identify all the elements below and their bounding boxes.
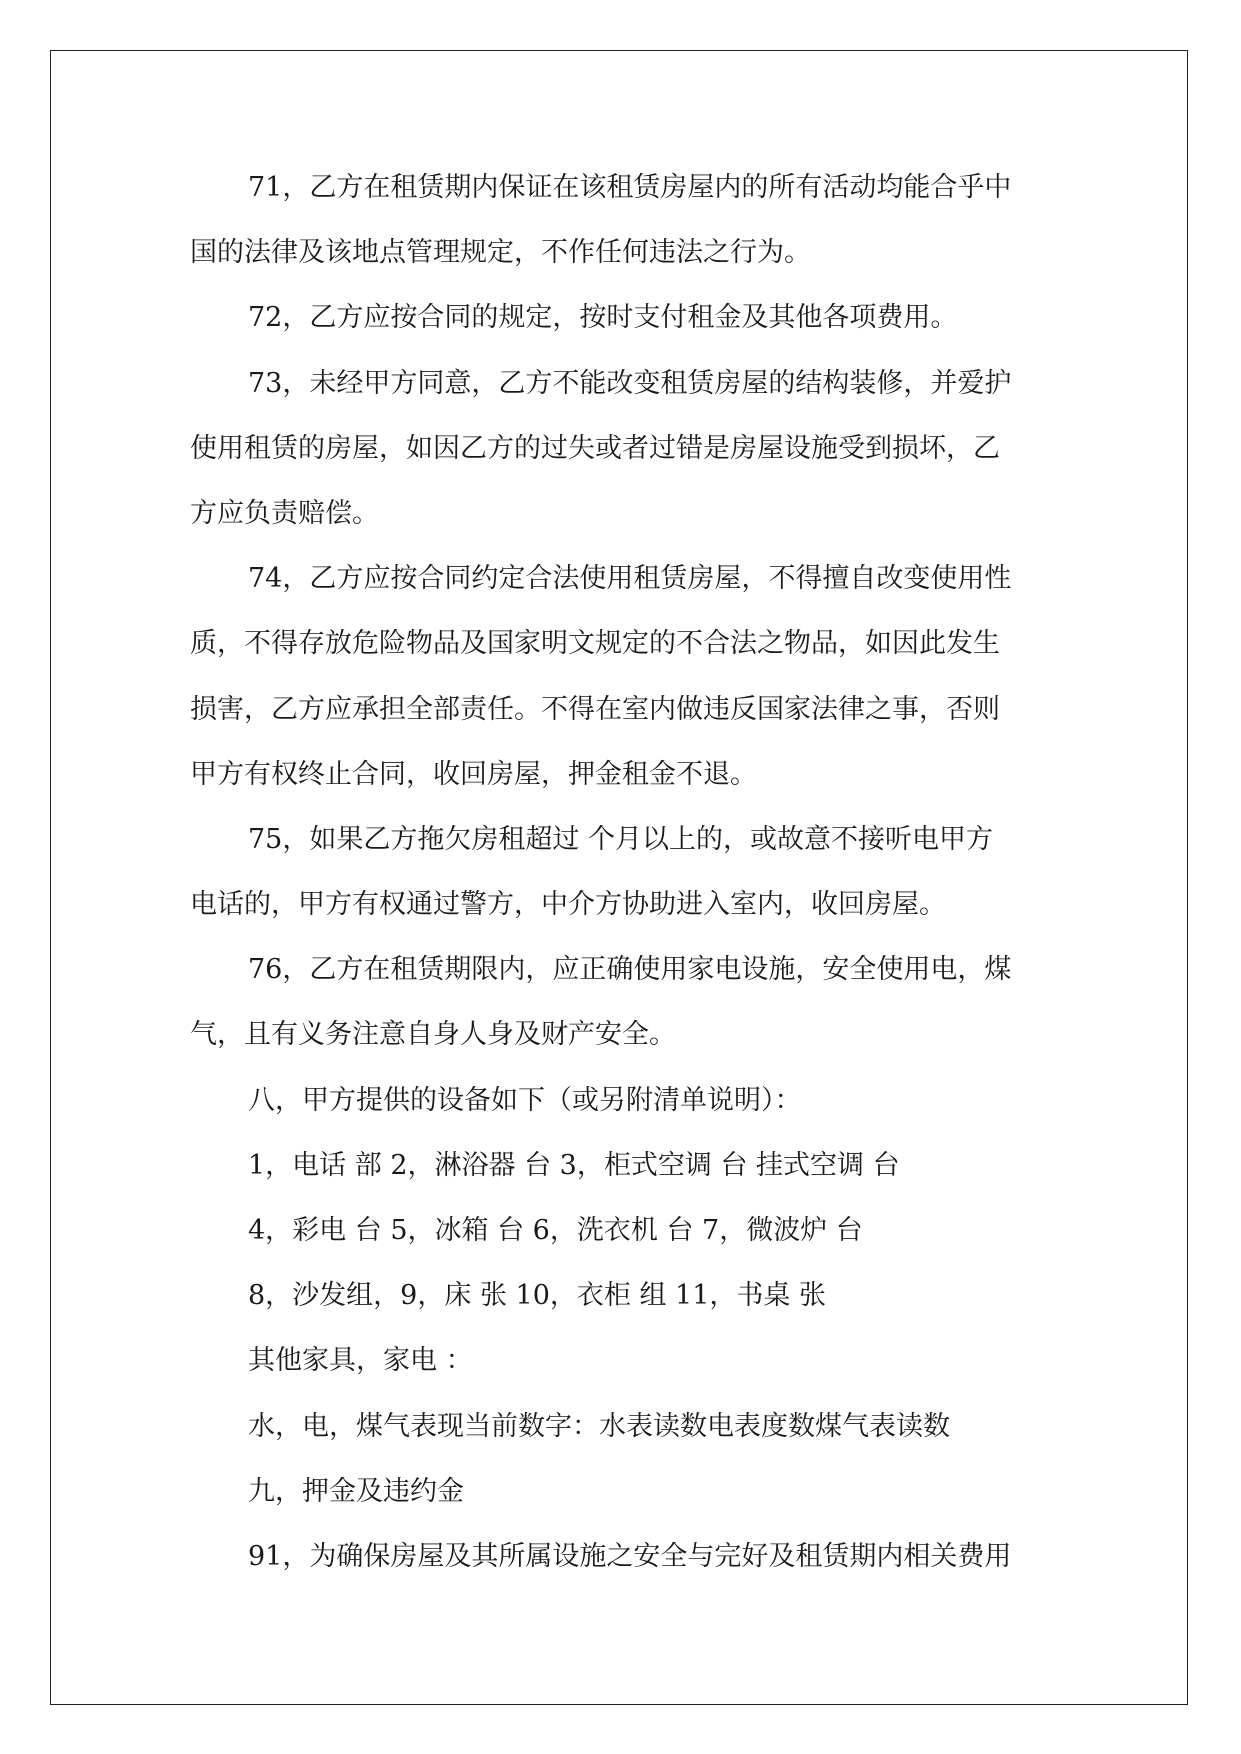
section-heading: 八，甲方提供的设备如下（或另附清单说明）： [248, 1084, 802, 1116]
paragraph-line: 质，不得存放危险物品及国家明文规定的不合法之物品，如因此发生 [190, 628, 1000, 660]
equipment-line: 4，彩电 台 5，冰箱 台 6，洗衣机 台 7，微波炉 台 [248, 1215, 863, 1246]
paragraph-line: 91，为确保房屋及其所属设施之安全与完好及租赁期内相关费用 [248, 1540, 1012, 1572]
paragraph-line: 71，乙方在租赁期内保证在该租赁房屋内的所有活动均能合乎中 [248, 172, 1012, 203]
meter-reading-line: 水，电，煤气表现当前数字：水表读数电表度数煤气表读数 [248, 1410, 950, 1442]
paragraph-line: 电话的，甲方有权通过警方，中介方协助进入室内，收回房屋。 [190, 889, 946, 921]
paragraph-line: 气，且有义务注意自身人身及财产安全。 [190, 1019, 676, 1051]
paragraph-line: 73，未经甲方同意，乙方不能改变租赁房屋的结构装修，并爱护 [248, 367, 1012, 399]
paragraph-line: 损害，乙方应承担全部责任。不得在室内做违反国家法律之事，否则 [190, 693, 1000, 725]
paragraph-line: 72，乙方应按合同的规定，按时支付租金及其他各项费用。 [248, 302, 958, 334]
paragraph-line: 甲方有权终止合同，收回房屋，押金租金不退。 [190, 758, 757, 790]
paragraph-line: 75，如果乙方拖欠房租超过 个月以上的，或故意不接听电甲方 [248, 823, 993, 855]
paragraph-line: 74，乙方应按合同约定合法使用租赁房屋，不得擅自改变使用性 [248, 563, 1012, 595]
paragraph-line: 使用租赁的房屋，如因乙方的过失或者过错是房屋设施受到损坏，乙 [190, 432, 1000, 464]
section-heading: 九，押金及违约金 [248, 1475, 464, 1507]
equipment-line: 其他家具，家电 ： [248, 1345, 473, 1377]
document-body [190, 155, 1060, 1589]
equipment-line: 1，电话 部 2，淋浴器 台 3，柜式空调 台 挂式空调 台 [248, 1149, 900, 1181]
paragraph-line: 方应负责赔偿。 [190, 497, 379, 529]
paragraph-line: 国的法律及该地点管理规定，不作任何违法之行为。 [190, 237, 811, 269]
equipment-line: 8，沙发组，9，床 张 10，衣柜 组 11，书桌 张 [248, 1280, 826, 1312]
paragraph-line: 76，乙方在租赁期限内，应正确使用家电设施，安全使用电，煤 [248, 954, 1012, 986]
